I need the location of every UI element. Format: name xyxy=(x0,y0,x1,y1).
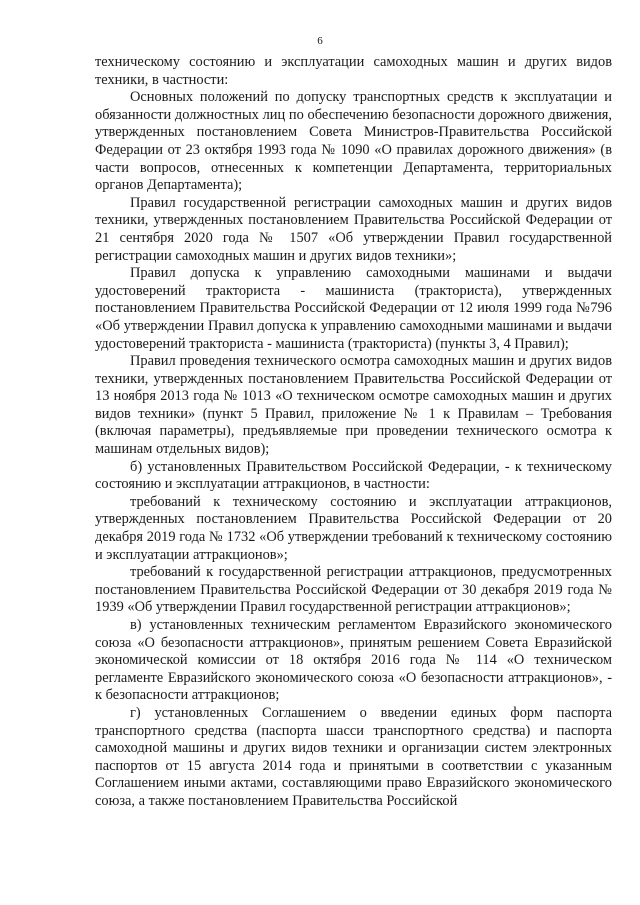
paragraph-basic-provisions: Основных положений по допуску транспортных средств к эксплуатации и обязанности должностных лиц по обеспечению безопасности дорожного движения, утвержденных постановлением Совета Министров-Правительства Российской Федерации от 23 октября 1993 года № 1090 «О правилах дорожного движения» (в части вопросов, отнесенных к компетенции Департамента, территориальных органов Департамента); xyxy=(95,89,612,194)
page-number: 6 xyxy=(317,35,323,47)
paragraph-item-v: в) установленных техническим регламентом Евразийского экономического союза «О безопасности аттракционов», принятым решением Совета Евразийской экономической комиссии от 18 октября 2016 года № 114 «О техническом регламенте Евразийского экономического союза «О безопасности аттракционов», - к безопасности аттракционов; xyxy=(95,617,612,704)
paragraph-attraction-registration: требований к государственной регистрации аттракционов, предусмотренных постановлением Правительства Российской Федерации от 30 декабря 2019 года № 1939 «Об утверждении Правил государственной регистрации аттракционов»; xyxy=(95,564,612,616)
paragraph-attraction-requirements: требований к техническому состоянию и эксплуатации аттракционов, утвержденных постановлением Правительства Российской Федерации от 20 декабря 2019 года № 1732 «Об утверждении требований к техническому состоянию и эксплуатации аттракционов»; xyxy=(95,493,612,563)
paragraph-item-g: г) установленных Соглашением о введении единых форм паспорта транспортного средства (паспорта шасси транспортного средства) и паспорта самоходной машины и других видов техники и организации систем электронных паспортов от 15 августа 2014 года и принятыми в соответствии с указанным Соглашением иными актами, составляющими право Евразийского экономического союза, а также постановлением Правительства Российской xyxy=(95,704,612,809)
document-body xyxy=(95,54,612,811)
paragraph-continuation: техническому состоянию и эксплуатации самоходных машин и других видов техники, в частности: xyxy=(95,54,612,88)
paragraph-item-b: б) установленных Правительством Российской Федерации, - к техническому состоянию и эксплуатации аттракционов, в частности: xyxy=(95,458,612,493)
paragraph-technical-inspection-rules: Правил проведения технического осмотра самоходных машин и других видов техники, утвержденных постановлением Правительства Российской Федерации от 13 ноября 2013 года № 1013 «О техническом осмотре самоходных машин и других видов техники» (пункт 5 Правил, приложение № 1 к Правилам – Требования (включая параметры), предъявляемые при проведении технического осмотра к машинам отдельных видов); xyxy=(95,353,612,458)
paragraph-registration-rules: Правил государственной регистрации самоходных машин и других видов техники, утвержденных постановлением Правительства Российской Федерации от 21 сентября 2020 года № 1507 «Об утверждении Правил государственной регистрации самоходных машин и других видов техники»; xyxy=(95,194,612,264)
paragraph-driving-admission-rules: Правил допуска к управлению самоходными машинами и выдачи удостоверений тракториста - машиниста (тракториста), утвержденных постановлением Правительства Российской Федерации от 12 июля 1999 года №796 «Об утверждении Правил допуска к управлению самоходными машинами и выдачи удостоверений тракториста - машиниста (тракториста) (пункты 3, 4 Правил); xyxy=(95,265,612,352)
